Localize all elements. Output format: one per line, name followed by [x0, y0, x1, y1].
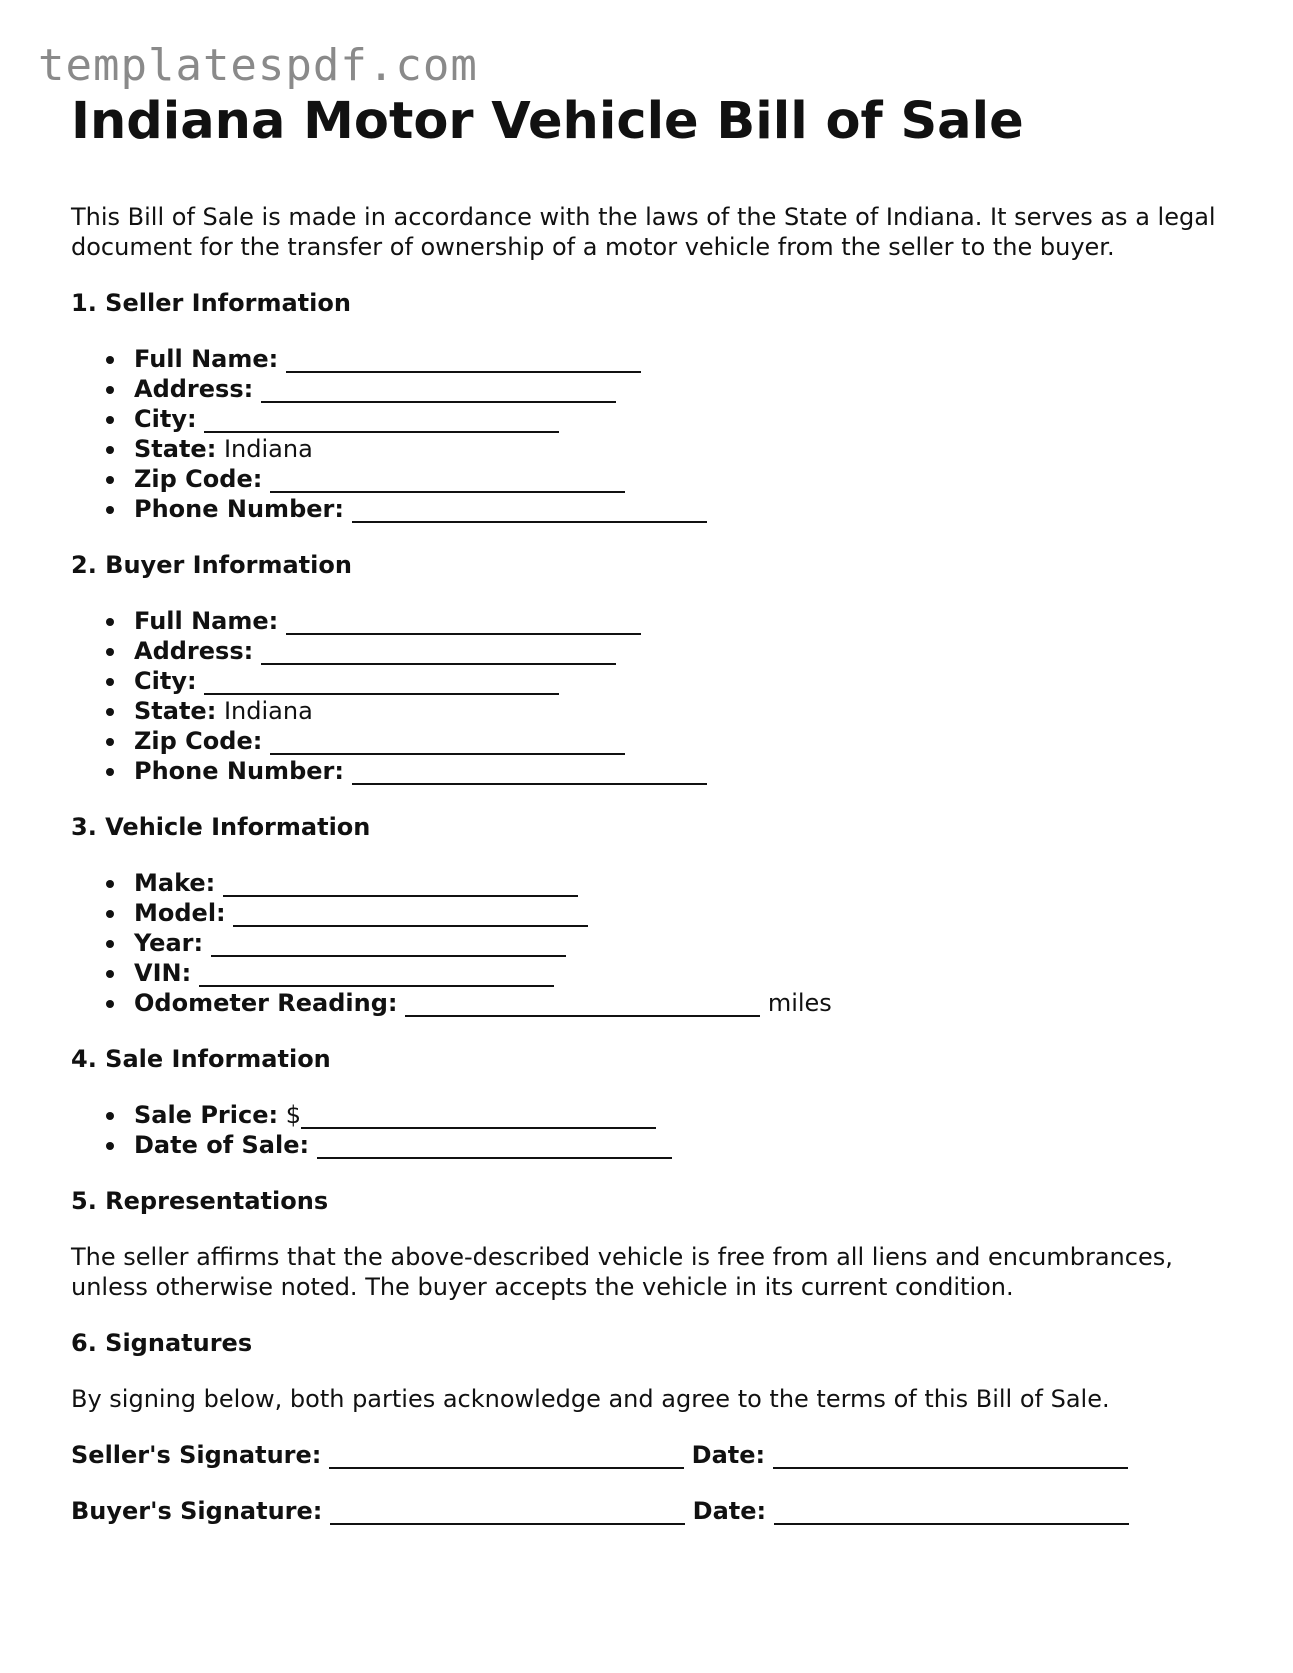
bullet-icon: [106, 386, 114, 394]
vehicle-odometer: Odometer Reading: miles: [134, 988, 1221, 1018]
seller-full-name-field[interactable]: [286, 347, 641, 373]
bullet-icon: [106, 648, 114, 656]
bullet-icon: [106, 356, 114, 364]
bullet-icon: [106, 940, 114, 948]
vehicle-fields: [71, 868, 1221, 1018]
odometer-unit: miles: [767, 989, 832, 1017]
sale-price-field[interactable]: [301, 1103, 656, 1129]
seller-signature-row: [71, 1440, 1221, 1470]
buyer-date-field[interactable]: [774, 1499, 1129, 1525]
bullet-icon: [106, 476, 114, 484]
buyer-state-value: Indiana: [223, 697, 313, 725]
bullet-icon: [106, 768, 114, 776]
vehicle-make: Make:: [134, 868, 1221, 898]
sale-date: Date of Sale:: [134, 1130, 1221, 1160]
buyer-date-label: Date:: [692, 1497, 767, 1525]
document: [71, 88, 1221, 1526]
seller-city-field[interactable]: [204, 407, 559, 433]
representations-paragraph: The seller affirms that the above-described vehicle is free from all liens and encumbrances, unless otherwise noted. The buyer accepts the vehicle in its current condition.: [71, 1243, 1173, 1301]
seller-signature-label: Seller's Signature:: [71, 1441, 322, 1469]
seller-fields: [71, 344, 1221, 524]
seller-phone-field[interactable]: [352, 497, 707, 523]
bullet-icon: [106, 880, 114, 888]
sale-date-field[interactable]: [317, 1133, 672, 1159]
bullet-icon: [106, 1142, 114, 1150]
sale-fields: [71, 1100, 1221, 1160]
signatures-heading: 6. Signatures: [71, 1329, 253, 1357]
intro-paragraph: This Bill of Sale is made in accordance with the laws of the State of Indiana. It serves as a legal document for the transfer of ownership of a motor vehicle from the seller to the buyer.: [71, 203, 1216, 261]
sale-price: Sale Price: $: [134, 1100, 1221, 1130]
bullet-icon: [106, 910, 114, 918]
buyer-heading: 2. Buyer Information: [71, 551, 352, 579]
vehicle-year-field[interactable]: [211, 931, 566, 957]
vehicle-model: Model:: [134, 898, 1221, 928]
buyer-full-name-field[interactable]: [286, 609, 641, 635]
bullet-icon: [106, 618, 114, 626]
bullet-icon: [106, 678, 114, 686]
seller-zip-field[interactable]: [270, 467, 625, 493]
bullet-icon: [106, 970, 114, 978]
price-prefix: $: [285, 1101, 302, 1129]
vehicle-year: Year:: [134, 928, 1221, 958]
watermark: templatespdf.com: [38, 40, 478, 91]
bullet-icon: [106, 1000, 114, 1008]
vehicle-vin-field[interactable]: [199, 961, 554, 987]
signatures-paragraph: By signing below, both parties acknowledge and agree to the terms of this Bill of Sale.: [71, 1385, 1110, 1413]
representations-heading: 5. Representations: [71, 1187, 329, 1215]
seller-phone: Phone Number:: [134, 494, 1221, 524]
vehicle-make-field[interactable]: [223, 871, 578, 897]
buyer-city: City:: [134, 666, 1221, 696]
seller-city: City:: [134, 404, 1221, 434]
seller-state: State: Indiana: [134, 434, 1221, 464]
buyer-signature-label: Buyer's Signature:: [71, 1497, 323, 1525]
page-title: Indiana Motor Vehicle Bill of Sale: [71, 92, 1024, 151]
sale-heading: 4. Sale Information: [71, 1045, 331, 1073]
bullet-icon: [106, 738, 114, 746]
seller-address-field[interactable]: [261, 377, 616, 403]
vehicle-odometer-field[interactable]: [405, 991, 760, 1017]
buyer-fields: [71, 606, 1221, 786]
vehicle-heading: 3. Vehicle Information: [71, 813, 371, 841]
vehicle-model-field[interactable]: [233, 901, 588, 927]
buyer-signature-row: [71, 1496, 1221, 1526]
buyer-zip: Zip Code:: [134, 726, 1221, 756]
buyer-zip-field[interactable]: [270, 729, 625, 755]
buyer-full-name: Full Name:: [134, 606, 1221, 636]
buyer-phone: Phone Number:: [134, 756, 1221, 786]
seller-state-value: Indiana: [223, 435, 313, 463]
seller-full-name: Full Name:: [134, 344, 1221, 374]
seller-address: Address:: [134, 374, 1221, 404]
buyer-city-field[interactable]: [204, 669, 559, 695]
bullet-icon: [106, 416, 114, 424]
bullet-icon: [106, 708, 114, 716]
buyer-address-field[interactable]: [261, 639, 616, 665]
buyer-phone-field[interactable]: [352, 759, 707, 785]
seller-date-label: Date:: [691, 1441, 766, 1469]
seller-date-field[interactable]: [773, 1443, 1128, 1469]
vehicle-vin: VIN:: [134, 958, 1221, 988]
buyer-address: Address:: [134, 636, 1221, 666]
bullet-icon: [106, 1112, 114, 1120]
buyer-state: State: Indiana: [134, 696, 1221, 726]
seller-signature-field[interactable]: [329, 1443, 684, 1469]
bullet-icon: [106, 446, 114, 454]
bullet-icon: [106, 506, 114, 514]
buyer-signature-field[interactable]: [330, 1499, 685, 1525]
seller-heading: 1. Seller Information: [71, 289, 351, 317]
seller-zip: Zip Code:: [134, 464, 1221, 494]
